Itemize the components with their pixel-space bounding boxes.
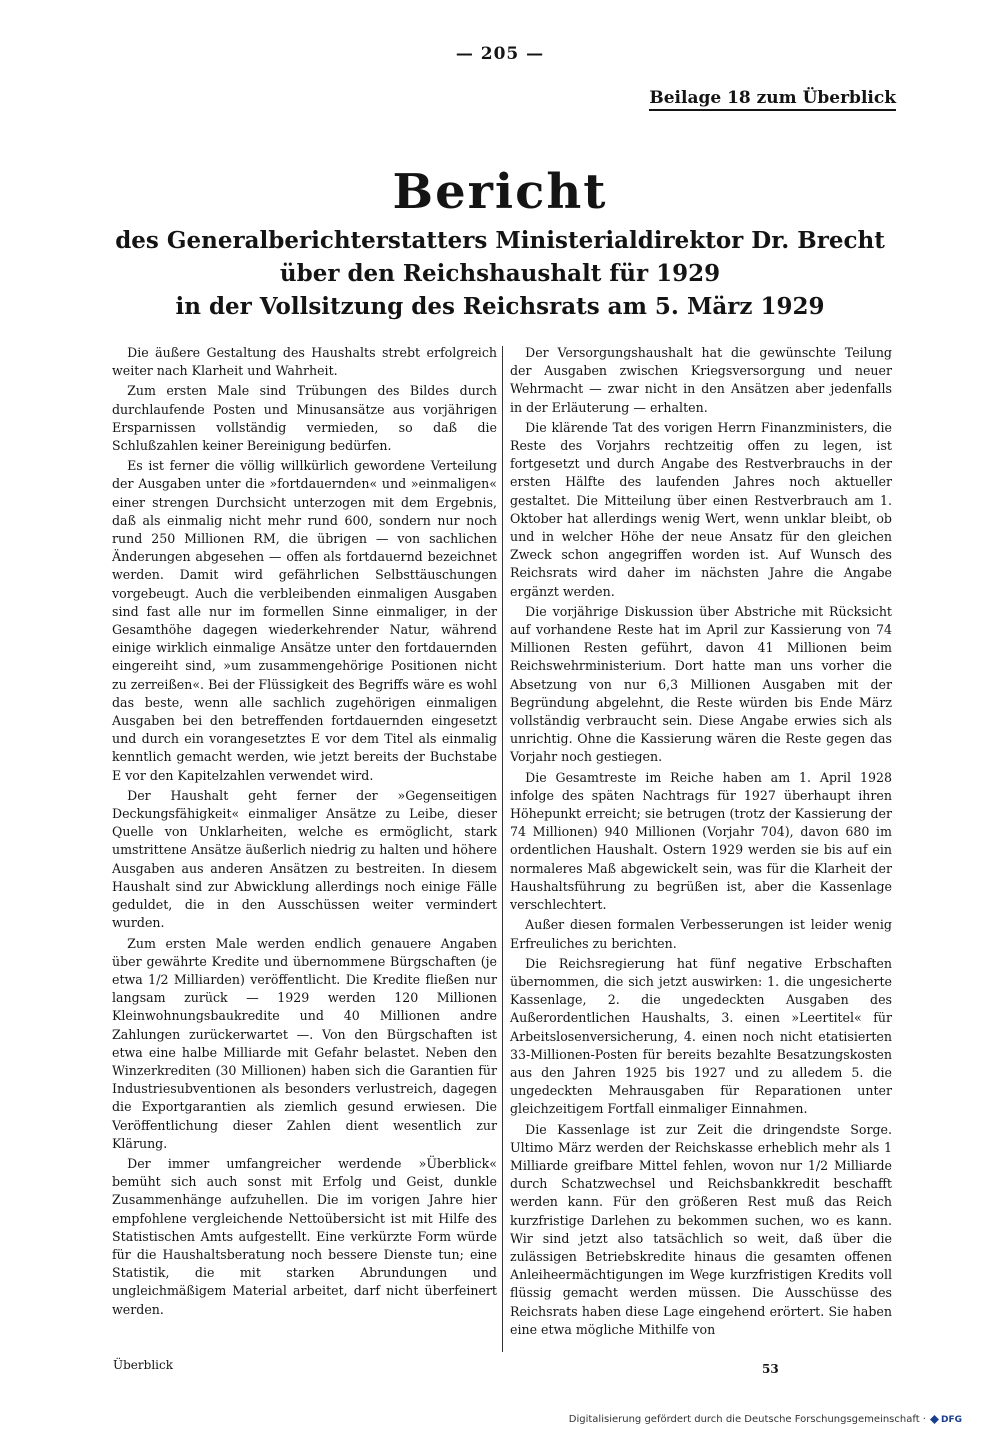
paragraph: Die Gesamtreste im Reiche haben am 1. April 1928 infolge des späten Nachtrags für 1927 überhaupt ihren Höhepunkt erreicht; sie betrugen (trotz der Kassierung der 74 Millionen) 940 Millionen (Vorjahr 704), davon 680 im ordentlichen Haushalt. Ostern 1929 werden sie bis auf ein normaleres Maß abgewickelt sein, was für die Klarheit der Haushaltsführung zu begrüßen ist, aber die Kassenlage verschlechtert.	[510, 769, 892, 913]
dfg-logo	[930, 1415, 962, 1425]
paragraph: Der Haushalt geht ferner der »Gegenseitigen Deckungsfähigkeit« einmaliger Ansätze zu Leibe, dieser Quelle von Unklarheiten, welche es ermöglicht, stark umstrittene Ansätze äußerlich niedrig zu halten und höhere Ausgaben aus anderen Ansätzen zu bestreiten. In diesem Haushalt sind zur Abwicklung allerdings noch einige Fälle geduldet, die in den Ausschüssen weiter vermindert wurden.	[112, 787, 497, 931]
paragraph: Der Versorgungshaushalt hat die gewünschte Teilung der Ausgaben zwischen Kriegsversorgung und neuer Wehrmacht — zwar nicht in den Ansätzen aber jedenfalls in der Erläuterung — erhalten.	[510, 345, 892, 415]
paragraph: Die Kassenlage ist zur Zeit die dringendste Sorge. Ultimo März werden der Reichskasse erheblich mehr als 1 Milliarde greifbare Mittel fehlen, wovon nur 1/2 Milliarde durch Schatzwechsel und Reichsbankkredit beschafft werden kann. Für den größeren Rest muß das Reich kurzfristige Darlehen zu bekommen suchen, wo es kann. Wir sind jetzt also tatsächlich so weit, daß über die zulässigen Betriebskredite hinaus die gesamten offenen Anleiheermächtigungen im Wege kurzfristigen Kredits voll flüssig gemacht werden müssen. Die Ausschüsse des Reichsrats haben diese Lage eingehend erörtert. Sie haben eine etwa mögliche Mithilfe von	[510, 1121, 892, 1337]
main-title: Bericht	[392, 164, 608, 220]
column-divider	[502, 346, 503, 1352]
left-column	[112, 344, 497, 1321]
paragraph: Die klärende Tat des vorigen Herrn Finanzministers, die Reste des Vorjahrs rechtzeitig offen zu legen, ist fortgesetzt und durch Angabe des Restverbrauchs in der ersten Hälfte des laufenden Jahres noch aktueller gestaltet. Die Mitteilung über einen Restverbrauch am 1. Oktober hat allerdings wenig Wert, wenn unklar bleibt, ob und in welcher Höhe der neue Ansatz für den gleichen Zweck schon angegriffen worden ist. Auf Wunsch des Reichsrats wird daher im nächsten Jahre die Angabe ergänzt werden.	[510, 419, 892, 599]
footer-signature: Überblick	[113, 1358, 173, 1372]
subtitle-line-2: über den Reichshaushalt für 1929	[279, 260, 721, 287]
paragraph: Es ist ferner die völlig willkürlich gewordene Verteilung der Ausgaben unter die »fortdauernden« und »einmaligen« einer strengen Durchsicht unterzogen mit dem Ergebnis, daß als einmalig nicht mehr rund 600, sondern nur noch rund 250 Millionen RM, die übrigen — von sachlichen Änderungen abgesehen — offen als fortdauernd bezeichnet werden. Damit wird gefährlichen Selbsttäuschungen vorgebeugt. Auch die verbleibenden einmaligen Ausgaben sind fast alle nur im formellen Sinne einmaliger, in der Gesamthöhe dagegen wiederkehrender Natur, während einige wirklich einmalige Ansätze unter den fortdauernden eingereiht sind, »um zusammengehörige Positionen nicht zu zerreißen«. Bei der Flüssigkeit des Begriffs wäre es wohl das beste, wenn alle sachlich zugehörigen einmaligen Ausgaben bei den betreffenden fortdauernden eingesetzt und durch ein vorangesetztes E vor dem Titel als einmalig kenntlich gemacht werden, wie jetzt bereits der Buchstabe E vor den Kapitelzahlen verwendet wird.	[112, 458, 497, 783]
subtitle-line-1: des Generalberichterstatters Ministerialdirektor Dr. Brecht	[115, 227, 885, 254]
supplement-label: Beilage 18 zum Überblick	[649, 88, 896, 111]
paragraph: Die äußere Gestaltung des Haushalts strebt erfolgreich weiter nach Klarheit und Wahrheit.	[112, 345, 497, 379]
page-number: — 205 —	[455, 44, 545, 64]
title-block	[0, 164, 1000, 323]
paragraph: Zum ersten Male sind Trübungen des Bildes durch durchlaufende Posten und Minusansätze aus vorjährigen Ersparnissen vollständig vermieden, so daß die Schlußzahlen keiner Bereinigung bedürfen.	[112, 383, 497, 454]
footer-sheet-number: 53	[762, 1362, 779, 1376]
digitization-credit	[569, 1414, 962, 1425]
credit-text: Digitalisierung gefördert durch die Deutsche Forschungsgemeinschaft ·	[568, 1414, 926, 1425]
subtitle-line-3: in der Vollsitzung des Reichsrats am 5. März 1929	[175, 293, 825, 320]
right-column	[510, 344, 892, 1341]
dfg-logo-text: DFG	[940, 1414, 962, 1425]
paragraph: Außer diesen formalen Verbesserungen ist leider wenig Erfreuliches zu berichten.	[510, 917, 892, 951]
paragraph: Die Reichsregierung hat fünf negative Erbschaften übernommen, die sich jetzt auswirken: 1. die ungesicherte Kassenlage, 2. die ungedeckten Ausgaben des Außerordentlichen Haushalts, 3. einen »Leertitel« für Arbeitslosenversicherung, 4. einen noch nicht etatisierten 33-Millionen-Posten für bereits bezahlte Besatzungskosten aus den Jahren 1925 bis 1927 und zu alledem 5. die ungedeckten Mehrausgaben für Reparationen unter gleichzeitigem Fortfall einmaliger Einnahmen.	[510, 955, 892, 1117]
paragraph: Die vorjährige Diskussion über Abstriche mit Rücksicht auf vorhandene Reste hat im April zur Kassierung von 74 Millionen Resten geführt, davon 41 Millionen beim Reichswehrministerium. Dort hatte man uns vorher die Absetzung von nur 6,3 Millionen Ausgaben mit der Begründung abgelehnt, die Reste würden bis Ende März vollständig verbraucht sein. Diese Angabe erwies sich als unrichtig. Ohne die Kassierung wären die Reste gegen das Vorjahr noch gestiegen.	[510, 603, 892, 765]
paragraph: Zum ersten Male werden endlich genauere Angaben über gewährte Kredite und übernommene Bürgschaften (je etwa 1/2 Milliarden) veröffentlicht. Die Kredite fließen nur langsam zurück — 1929 werden 120 Millionen Kleinwohnungsbaukredite und 40 Millionen andre Zahlungen zurückerwartet —. Von den Bürgschaften ist etwa eine halbe Milliarde mit Gefahr belastet. Neben den Winzerkrediten (30 Millionen) haben sich die Garantien für Industriesubventionen als besonders verlustreich, dagegen die Exportgarantien als ziemlich gesund erwiesen. Die Veröffentlichung dieser Zahlen dient wesentlich zur Klärung.	[112, 935, 497, 1151]
paragraph: Der immer umfangreicher werdende »Überblick« bemüht sich auch sonst mit Erfolg und Geist, dunkle Zusammenhänge aufzuhellen. Die im vorigen Jahre hier empfohlene vergleichende Nettoübersicht ist mit Hilfe des Statistischen Amts aufgestellt. Eine verkürzte Form würde für die Haushaltsberatung noch bessere Dienste tun; eine Statistik, die mit starken Abrundungen und ungleichmäßigem Material arbeitet, darf nicht überfeinert werden.	[112, 1155, 497, 1317]
dfg-logo-icon	[930, 1415, 939, 1424]
